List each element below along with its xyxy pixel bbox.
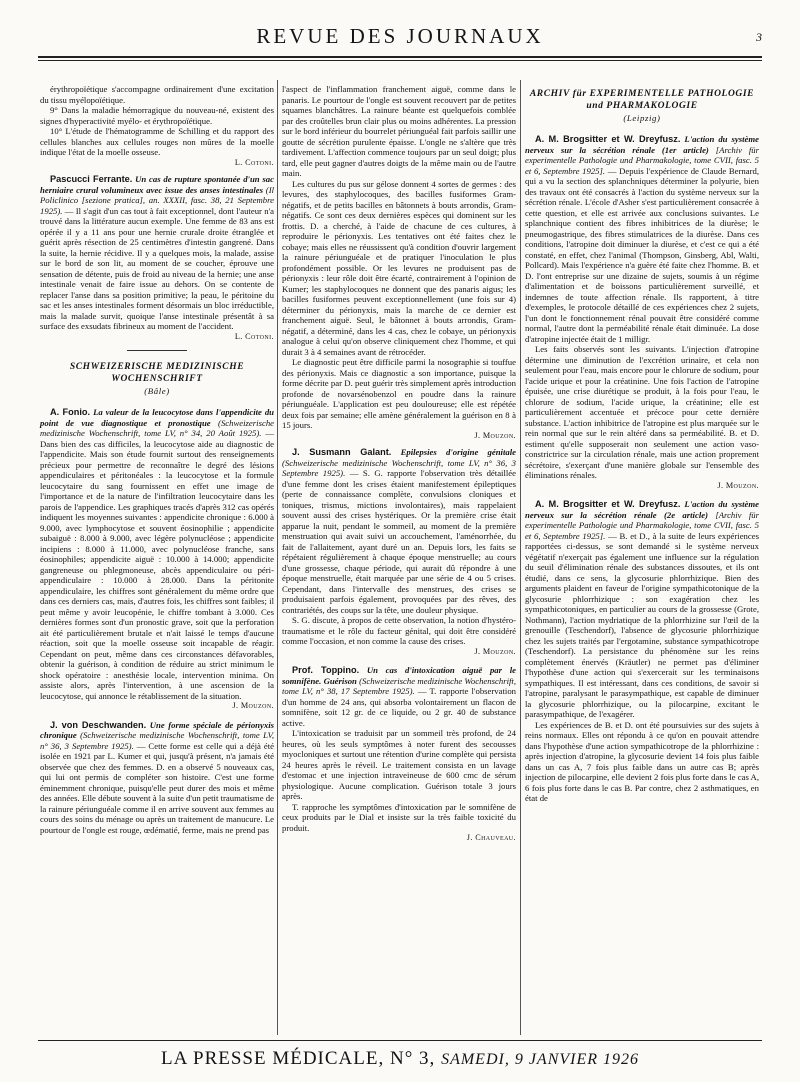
- article-author: A. M. Brogsitter et W. Dreyfusz.: [535, 499, 681, 509]
- column-separator: [277, 80, 278, 1035]
- article-reference: (Schweizerische medizinische Wochenschrift, tome LV, n° 36, 3 Septembre 1925).: [282, 457, 516, 478]
- paragraph: T. rapproche les symptômes d'intoxication par le somnifène de ceux produits par le Dial et insiste sur la très faible toxicité du produit.: [282, 801, 516, 833]
- page-header: [38, 20, 762, 50]
- article-title: La valeur de la leucocytose dans l'appendicite du point de vue diagnostique et pronostique: [40, 407, 275, 428]
- paragraph: Les faits observés sont les suivants. L'injection d'atropine détermine une diminution de l'excrétion urinaire, et cela non seulement pour l'eau, mais encore pour le chlorure de sodium, pour l'acide urique et pour la créatinine. Une fois l'action de l'atropine épuisée, une crise diurétique se produit, à la fois pour l'eau, le chlorure de sodium, l'acide urique, la créatinine; elle est particulièrement accentuée et précoce pour cette dernière substance. L'action inhibitrice de l'atropine est plus marquée sur le rein normal que sur le rein altéré dans sa perméabilité. B. et D. estiment qu'elle supposerait non seulement une action vaso-constrictrice sur la circulation rénale, mais une action proprement sécrétoire, s'exerçant d'une manière globale sur l'ensemble des éliminations rénales.: [525, 344, 759, 480]
- article-author: Pascucci Ferrante.: [50, 174, 133, 184]
- journal-heading: [40, 361, 274, 397]
- paragraph: L'intoxication se traduisit par un sommeil très profond, de 24 heures, où les seuls symptômes à noter furent des secousses myocloniques et surtout une rétention d'urine complète qui persista 24 heures après le réveil. Le traitement consista en un lavage d'estomac et une injection intraveineuse de 600 cmc de sérum physiologique. Aucune complication. Guérison totale 3 jours après.: [282, 728, 516, 801]
- article-reference: (Schweizerische medizinische Wochenschrift, tome LV, n° 36, 3 Septembre 1925).: [40, 730, 275, 751]
- paragraph: 9° Dans la maladie hémorragique du nouveau-né, existent des signes d'hyperactivité myélo- et érythropoïétique.: [40, 105, 274, 126]
- article-author: Prof. Toppino.: [292, 665, 360, 675]
- column-3: [525, 84, 759, 812]
- article-title: Epilepsies d'origine génitale: [400, 447, 516, 457]
- article-author: A. Fonio.: [50, 407, 91, 417]
- journal-name: SCHWEIZERISCHE MEDIZINISCHE WOCHENSCHRIFT: [69, 362, 245, 384]
- header-rule-thin: [38, 60, 762, 61]
- article-title: L'action du système nerveux sur la sécrétion rénale (1er article): [525, 134, 759, 155]
- paragraph: 10° L'étude de l'hématogramme de Schilling et du rapport des cellules blanches aux cellules rouges non mûres de la moelle indique l'état de la moelle osseuse.: [40, 126, 274, 157]
- footer-date: SAMEDI, 9 JANVIER 1926: [441, 1051, 640, 1068]
- article-title: L'action du système nerveux sur la sécrétion rénale (2e article): [525, 499, 759, 520]
- paragraph: Le diagnostic peut être difficile parmi la nosographie si touffue des périonyxis. Mais ce diagnostic a son importance, puisque la forme décrite par D. peut guérir très simplement après introduction profonde de novarsénobenzol en poudre dans la rainure périunguéale. L'application est peu douloureuse; elle est répétée deux fois par semaine; elle amène généralement la guérison en 8 à 15 jours.: [282, 357, 516, 430]
- article-galant: [282, 447, 516, 657]
- signature: J. Mouzon.: [232, 701, 274, 710]
- column-1: [40, 84, 274, 843]
- article-body: — Cette forme est celle qui a déjà été isolée en 1921 par L. Kumer et qui, jusqu'à présent, n'a jamais été observée que chez des femmes. D. en a observé 5 nouveaux cas, qui lui ont permis de compléter son histoire. C'est une forme éminemment chronique, puisqu'elle peut durer des mois et même des années. Elle débute souvent à la suite d'un petit traumatisme de la rainure périunguéale comme il en arrive souvent aux femmes au cours des soins du ménage ou après un traitement de manucure. Le pourtour de l'ongle est rouge, œdématié, ferme, mais ne prend pas: [40, 740, 274, 835]
- signature: L. Cotoni.: [234, 157, 274, 167]
- paragraph: érythropoïétique s'accompagne ordinairement d'une excitation du tissu myélopoïétique.: [40, 84, 274, 105]
- journal-city: (Bâle): [144, 386, 170, 396]
- paragraph: S. G. discute, à propos de cette observation, la notion d'hystéro-traumatisme et le rôle du facteur génital, qui doit être considéré comme l'occasion, et non comme la cause des crises.: [282, 615, 516, 646]
- article-brogsitter-1: [525, 134, 759, 491]
- paragraph: l'aspect de l'inflammation franchement aiguë, comme dans le panaris. Le pourtour de l'ongle est souvent recouvert par de petites squames blanchâtres. La rainure béante est quelquefois comblée par des croûtelles brun clair plus ou moins adhérentes. La pression sur le bord inférieur du bourrelet périunguéal fait parfois saillir une goutte de sécrétion purulente épaisse. L'ongle ne s'altère que très tardivement. L'affection commence toujours par un seul doigt; plus tard, elle peut gagner d'autres doigts de la même main ou de l'autre main.: [282, 84, 516, 178]
- article-author: J. Susmann Galant.: [292, 447, 392, 457]
- article-toppino: [282, 665, 516, 844]
- article-pascucci: [40, 174, 274, 342]
- column-separator: [520, 80, 521, 1035]
- article-author: J. von Deschwanden.: [50, 719, 147, 730]
- header-rule: [38, 56, 762, 58]
- signature: L. Cotoni.: [234, 331, 274, 341]
- article-title: Un cas de rupture spontanée d'un sac herniaire crural volumineux avec issue des anses intestinales: [40, 174, 274, 195]
- footer-rule: [38, 1040, 762, 1041]
- section-divider: [127, 350, 187, 351]
- article-body: — Depuis l'expérience de Claude Bernard, qui a vu la section des splanchniques déterminer la polyurie, bien des travaux ont été consacrés à l'action du système nerveux sur la sécrétion rénale. L'école d'Asher s'est particulièrement consacrée à cette question, et elle est arrivée aux conclusions suivantes. Le splanchnique contient des fibres inhibitrices de la diurèse; le pneumogastrique, des fibres stimulatrices de la diurèse. Dans ces conditions, l'atropine doit diminuer la diurèse, et c'est ce qui a été constaté, en effet, chez l'animal (Thompson, Ginsberg, Abl, Walti, Pollcard). Mais l'expérience n'a guère été faite chez l'homme. B. et D. l'ont entreprise sur une dizaine de sujets, soumis à un régime d'alimentation et de boissons particulièrement surveillé, et indemnes de toute affection rénale. Ils rapportent, à titre d'exemples, le protocole détaillé de ces expériences chez 2 sujets, l'un dont le fonctionnement rénal pouvait être considéré comme normal, l'autre dont la perméabilité rénale était diminuée. La dose d'atropine injectée était de 1 milligr.: [525, 165, 760, 344]
- article-body: — S. G. rapporte l'observation très détaillée d'une femme dont les crises étaient manifestement épileptiques (perte de connaissance complète, convulsions cloniques et toniques, trismus, mictions involontaires), mais rappelaient souvent aussi des crises hystériques. Or la première crise était apparue la nuit, pendant le sommeil, au moment de la première menstruation qui avait suivi un accouchement, l'aménorrhée, du fait de l'allaitement, ayant duré un an. Depuis lors, les faits se répétaient régulièrement à chaque époque menstruelle; au cours d'une grossesse, chaque période, qui aurait dû répondre à une époque menstruelle, était marquée par une série de 4 ou 5 crises. Cependant, dans l'intervalle des menstrues, des crises se produisaient parfois également, provoquées par des rêves, des contrariétés, des coups sur la tête, une douleur physique.: [282, 468, 517, 615]
- article-title: Une forme spéciale de périonyxis chronique: [40, 719, 274, 740]
- article-fonio: [40, 407, 274, 712]
- article-body: — B. et D., à la suite de leurs expériences rapportées ci-dessus, se sont demandé si le système nerveux végétatif n'exerçait pas également une influence sur la régulation du seuil d'élimination rénale des substances dissoutes, et ils ont étudié, dans ce sens, la glycosurie phlorrhizique. Bien des arguments plaident en faveur de l'origine sympathicotonique de la glycosurie phlorrhizique : son exagération chez les sympathicotoniques, en particulier au cours de la grossesse (Grote, Nothmann), l'action mydriatique de la phlorrhizine sur l'œil de la grenouille (Teschendorf), l'absence de glycosurie phlorrhizique chez les sujets traités par l'ergotamine, substance sympathicotrope (Teschendorf). La persistance du phénomène sur les reins complètement énervés (Kräutler) ne permet pas d'éliminer l'hypothèse d'une action qui s'exercerait sur les terminaisons sympathiques. Il est intéressant, dans ces conditions, de savoir si l'atropine, paralysant le parasympathique, est capable de diminuer la glycosurie phlorrhizique, ou la pilocarpine, excitant le parasympathique, de l'exagérer.: [525, 530, 759, 719]
- article-reference: (Schweizerische medizinische Wochenschrift, tome LV, n° 34, 20 Août 1925).: [40, 417, 275, 438]
- article-reference: [Archiv für experimentelle Pathologie und Pharmakologie, tome CVII, fasc. 5 et 6, Septembre 1925].: [525, 144, 760, 176]
- running-title: REVUE DES JOURNAUX: [256, 24, 544, 48]
- journal-city: (Leipzig): [623, 113, 661, 123]
- column-2: [282, 84, 516, 852]
- paragraph: Les expériences de B. et D. ont été poursuivies sur des sujets à reins normaux. Elles ont répondu à ce qu'on en pouvait attendre dans l'hypothèse d'une action sympathicotrope de la phlorrhizine : après injection d'atropine, la glycosurie devient 14 fois plus faible dans un cas A, 7 fois plus faible dans un autre cas B; après injection de pilocarpine, elle devient 2 fois plus forte dans le cas A, 6 fois plus forte dans le cas B. Par contre, chez 2 asthmatiques, en état de: [525, 719, 759, 803]
- page-footer: [38, 1048, 762, 1070]
- article-author: A. M. Brogsitter et W. Dreyfusz.: [535, 134, 681, 144]
- article-reference: (Il Policlinico [sezione pratica], an. XXXII, fasc. 38, 21 Septembre 1925).: [40, 184, 274, 216]
- signature: J. Mouzon.: [474, 430, 516, 440]
- article-title: Un cas d'intoxication aiguë par le somnifène. Guérison: [282, 665, 516, 686]
- signature: J. Chauveau.: [466, 833, 516, 842]
- paragraph: Les cultures du pus sur gélose donnent 4 sortes de germes : des levures, des staphylocoques, des bacilles fusiformes Gram-négatifs, et de petits bacilles en bâtonnets à bouts arrondis, Gram-négatifs. Ce sont ces deux dernières espèces qui dominent sur les frottis. D. a cherché, à l'aide de chacune de ces cultures, à reproduire le périonyxis. Les tentatives ont été faites chez le cobaye; mais elles ne réussissent qu'à condition d'ouvrir largement la rainure périunguéale et de pratiquer l'inoculation le plus profondément possible. Or les levures ne produisent pas de périonyxis : leur rôle doit être écarté, contrairement à l'opinion de Kumer; les staphylocoques ne donnent que des panaris aigus; les bacilles fusiformes peuvent exceptionnellement (une fois sur 4) déterminer du périonyxis, mais la marche de ce dernier est franchement aiguë. Seul, le bâtonnet à bouts arrondis, Gram-négatif, a déterminé, dans les 4 cas, chez le cobaye, un périonyxis analogue à celui qu'on observe cliniquement chez l'homme, et qui durait 3 à 4 semaines avant de rétrocéder.: [282, 178, 516, 357]
- article-deschwanden: [40, 720, 274, 836]
- article-reference: (Schweizerische medizinische Wochenschrift, tome LV, n° 38, 17 Septembre 1925).: [282, 675, 516, 696]
- signature: J. Mouzon.: [717, 480, 759, 490]
- article-body: — Il s'agit d'un cas tout à fait exceptionnel, dont l'auteur n'a trouvé dans la littérature aucun exemple. Une femme de 83 ans est opérée il y a 11 ans pour une hernie crurale droite étranglée et guérit après résection de 25 centimètres d'intestin gangrené. Dans la suite, la hernie récidive. Il y a quelques mois, la malade, assise sur le bord de son lit, au moment de se coucher, éprouve une sensation de détente, puis de froid au niveau de la hernie; une anse intestinale venait de faire issue au dehors. On se contente de replacer l'anse dans sa position primitive; la peau, le péritoine du sac et les anses intestinales forment désormais un bloc irréductible, mais la malade survit, quoique l'anse intestinale présentât à sa surface des exsudats fibrineux au moment de l'accident.: [40, 205, 274, 331]
- page-number: 3: [756, 30, 762, 44]
- journal-heading: [525, 88, 759, 124]
- article-brogsitter-2: [525, 499, 759, 804]
- article-body: — T. rapporte l'observation d'un homme de 24 ans, qui absorba volontairement un flacon de somnifène, soit 12 gr. de ce liquide, ou 2 gr. 40 de substance active.: [282, 686, 517, 728]
- journal-name: ARCHIV für EXPERIMENTELLE PATHOLOGIE und PHARMAKOLOGIE: [529, 89, 755, 111]
- signature: J. Mouzon.: [474, 646, 516, 656]
- article-reference: [Archiv für experimentelle Pathologie und Pharmakologie, tome CVII, fasc. 5 et 6, Septembre 1925].: [525, 509, 760, 541]
- article-body: — Dans bien des cas difficiles, la leucocytose aide au diagnostic de l'appendicite. Mais son étude fournit surtout des renseignements précieux pour permettre de reconnaître le degré des lésions appendiculaires et péritonéales : la leucocytose et la formule leucocytaire du sang fournissent en effet une image de l'importance et de la nature de l'infiltration leucocytaire dans les parois de l'appendice. Les graphiques tracés d'après 312 cas opérés indiquent les moyennes suivantes : appendicite chronique : 6.000 à 9.000, avec lymphocytose et souvent éosinophilie ; appendicite subaiguë : 8.000 à 9.000, avec légère polynucléose ; appendicite incipiens : 8.000 à 11.000, avec polynucléose franche, sans éosinophiles; appendicite aiguë : 10.000 à 14.000; appendicite gangreneuse ou phlegmoneuse, abcès appendiculaire ou péri-appendiculaire : 10.000 à 28.000. Dans la péritonite appendiculaire, les chiffres sont généralement du même ordre que dans ces derniers cas, mais, d'autres fois, les chiffres sont faibles; il peut même y avoir leucopénie, le chiffre tombant à 3.000. Ces dernières formes sont d'un pronostic grave, soit que la perforation ait été particulièrement brutale et n'ait laissé le temps d'aucune réaction, soit que la moelle osseuse soit incapable de réagir. Cependant on peut, même dans ces circonstances défavorables, obtenir la guérison, à condition de réduire au strict minimum le shock opératoire : anesthésie locale, intervention minima. On assiste alors, après l'intervention, à une ascension de la leucocytose, qui annonce le rétablissement de la situation.: [40, 428, 274, 701]
- footer-journal: LA PRESSE MÉDICALE, N° 3,: [160, 1048, 436, 1069]
